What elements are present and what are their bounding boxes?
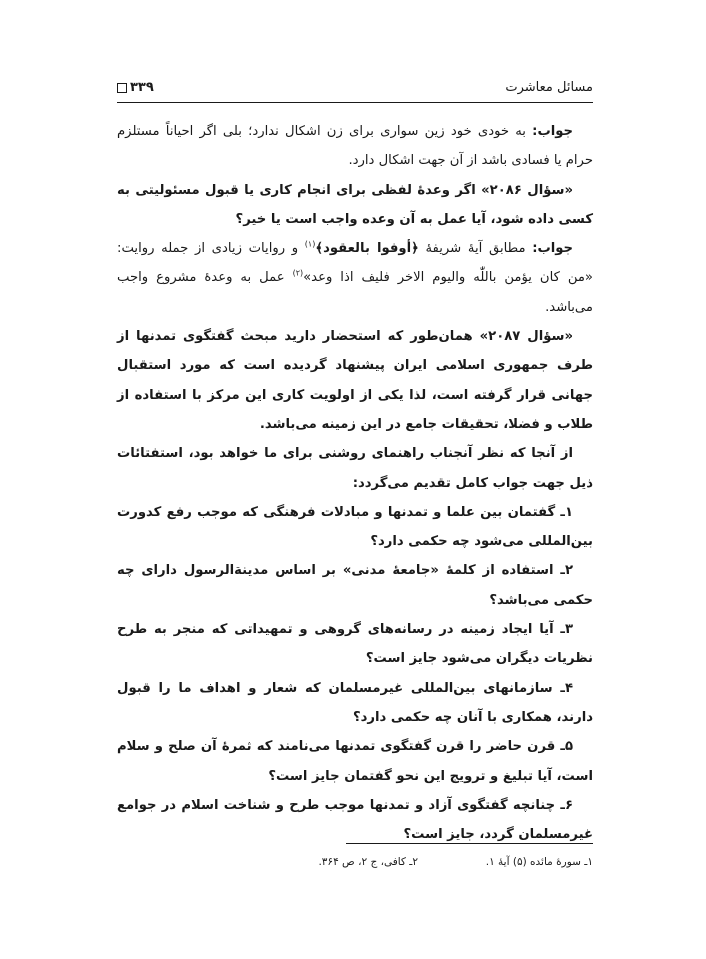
page-header [117, 78, 593, 102]
list-item: ۵ـ قرن حاضر را قرن گفتگوی تمدنها می‌نامند که ثمرهٔ آن صلح و سلام است، آیا تبلیغ و ترویج این نحو گفتمان جایز است؟ [117, 739, 593, 784]
footnote-1: ۱ـ سورهٔ مائده (۵) آیهٔ ۱. [485, 856, 593, 868]
answer-paragraph [117, 117, 593, 176]
list-item: ۳ـ آیا ایجاد زمینه در رسانه‌های گروهی و تمهیداتی که منجر به طرح نظریات دیگران می‌شود جایز است؟ [117, 622, 593, 667]
question-2086: «سؤال ۲۰۸۶» اگر وعدهٔ لفظی برای انجام کاری یا قبول مسئولیتی به کسی داده شود، آیا عمل به آن وعده واجب است یا خیر؟ [117, 182, 593, 227]
square-ornament-icon [117, 83, 127, 93]
list-item: ۱ـ گفتمان بین علما و تمدنها و مبادلات فرهنگی که موجب رفع کدورت بین‌المللی می‌شود چه حکمی دارد؟ [117, 504, 593, 550]
page-number-area [117, 80, 154, 95]
list-item: ۲ـ استفاده از کلمهٔ «جامعهٔ مدنی» بر اساس مدینة‌الرسول دارای چه حکمی می‌باشد؟ [117, 563, 593, 608]
answer-paragraph [117, 234, 593, 322]
answer-label: جواب: [532, 241, 574, 257]
header-rule [117, 102, 593, 103]
answer-text: عمل به وعدهٔ مشروع واجب می‌باشد. [117, 270, 593, 315]
footnote-ref-1: (۱) [304, 239, 316, 249]
list-item: ۴ـ سازمانهای بین‌المللی غیرمسلمان که شعار و اهداف ما را قبول دارند، همکاری با آنان چه حکمی دارد؟ [117, 680, 593, 725]
list-item: ۶ـ چنانچه گفتگوی آزاد و تمدنها موجب طرح و شناخت اسلام در جوامع غیرمسلمان گردد، جایز است؟ [117, 797, 593, 843]
quran-verse: ﴿أوفوا بالعقود﴾ [315, 241, 419, 257]
answer-text: مطابق آیهٔ شریفهٔ [418, 241, 533, 257]
question-2087: «سؤال ۲۰۸۷» همان‌طور که استحضار دارید مبحث گفتگوی تمدنها از طرف جمهوری اسلامی ایران پیشنهاد گردیده است که مورد استقبال جهانی قرار گرفته است، لذا یکی از اولویت کاری این مرکز با استفاده از طلاب و فضلا، تحقیقات جامع در این زمینه می‌باشد. [117, 329, 593, 432]
answer-text: به خودی خود زین سواری برای زن اشکال ندارد؛ بلی اگر احیاناً مستلزم حرام یا فسادی باشد از آن جهت اشکال دارد. [117, 124, 593, 169]
question-intro: از آنجا که نظر آنجناب راهنمای روشنی برای ما خواهد بود، استفتائات ذیل جهت جواب کامل تقدیم می‌گردد: [117, 446, 593, 491]
answer-text: و روایات زیادی از جمله روایت: «من کان یؤمن باللّٰه والیوم الاخر فلیف اذا وعد» [117, 241, 593, 286]
footnote-2: ۲ـ کافی، ج ۲، ص ۳۶۴. [318, 856, 418, 868]
footnote-rule [346, 843, 593, 844]
footnote-ref-2: (۲) [292, 269, 304, 279]
page-number: ۳۳۹ [130, 80, 154, 95]
page-body [117, 117, 593, 849]
answer-label: جواب: [532, 124, 573, 139]
running-title: مسائل معاشرت [505, 80, 593, 95]
